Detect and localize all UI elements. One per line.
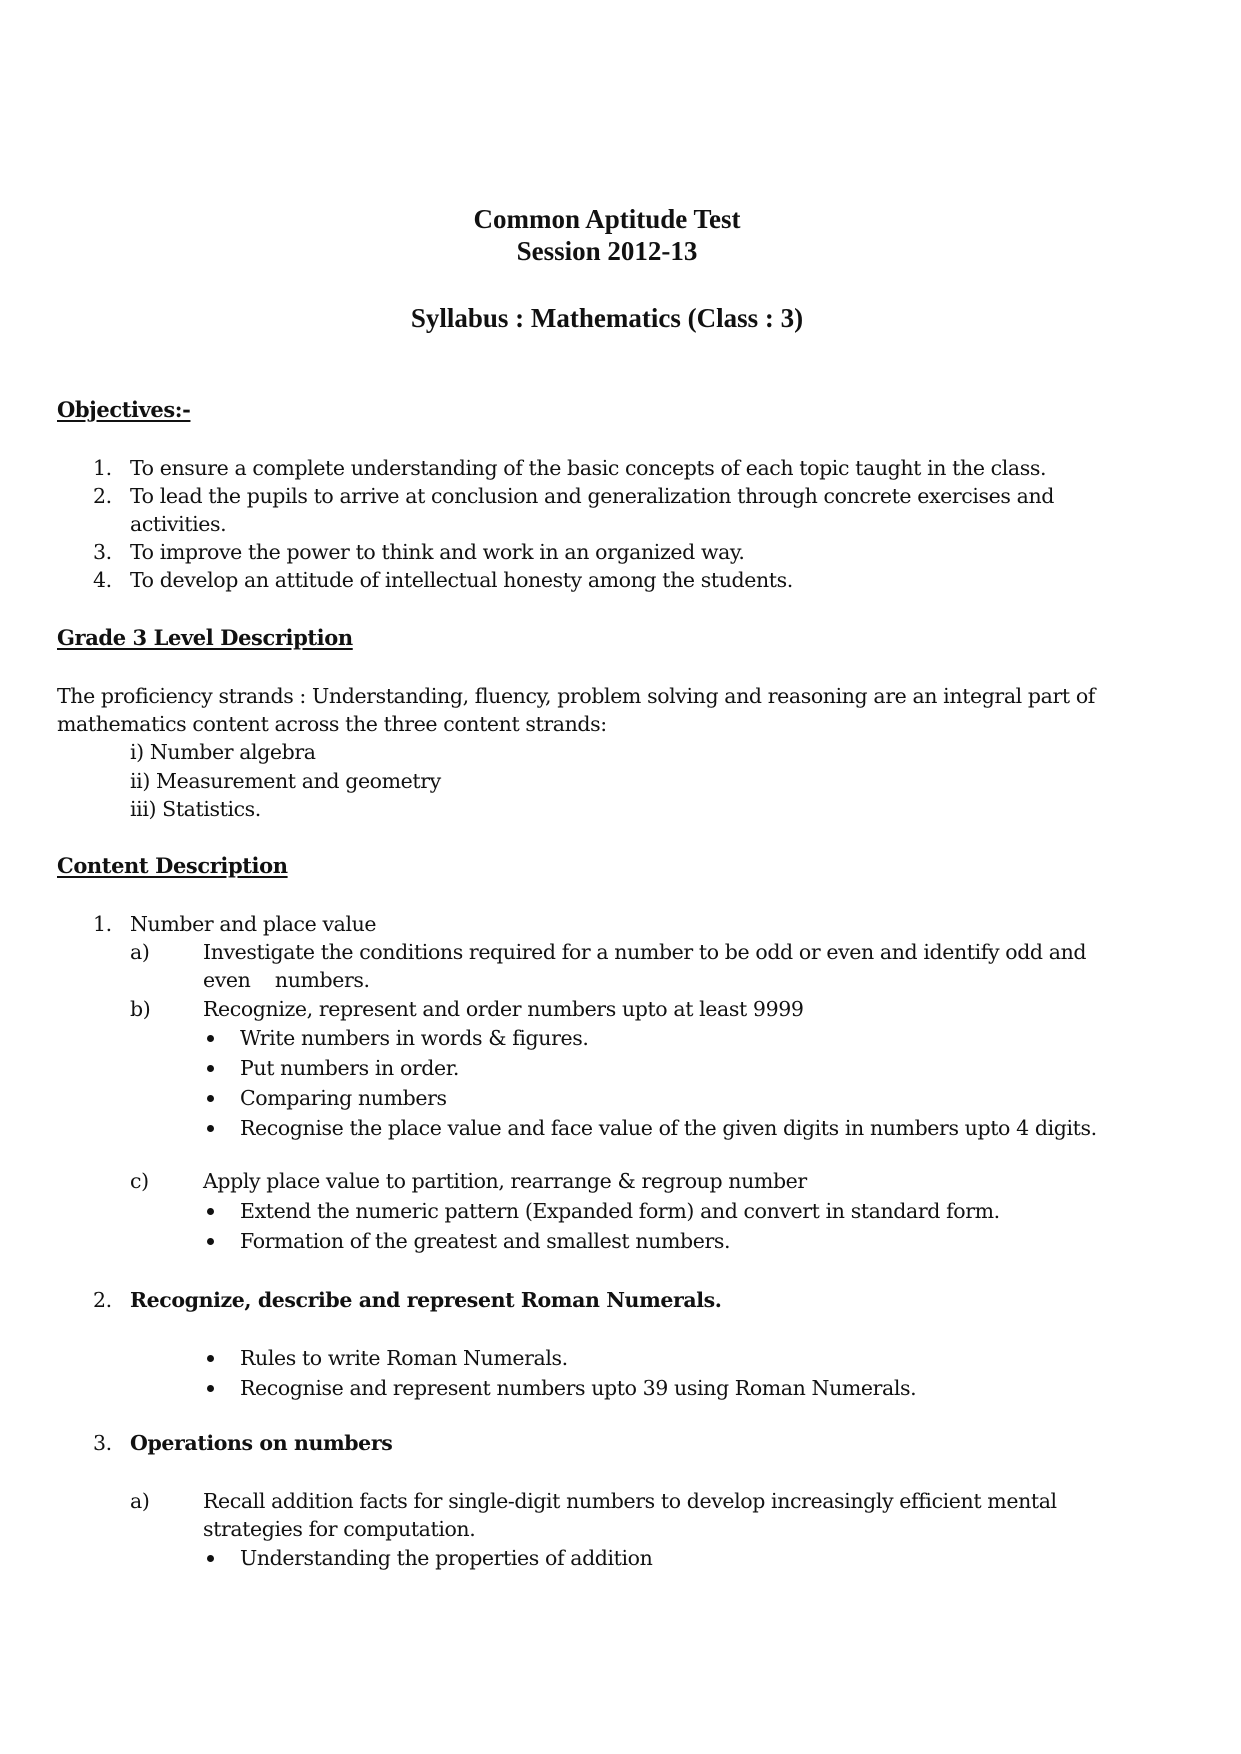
strand-item: ii) Measurement and geometry bbox=[130, 769, 441, 793]
bullet-icon bbox=[207, 1355, 214, 1362]
objective-text: To lead the pupils to arrive at conclusion and generalization through concrete exercises and bbox=[130, 484, 1054, 508]
sub-text-continued: even numbers. bbox=[203, 968, 370, 992]
syllabus-title: Syllabus : Mathematics (Class : 3) bbox=[410, 303, 804, 333]
sub-label: c) bbox=[130, 1169, 149, 1193]
grade-heading: Grade 3 Level Description bbox=[57, 625, 353, 650]
bullet-icon bbox=[207, 1065, 214, 1072]
bullet-text: Formation of the greatest and smallest numbers. bbox=[240, 1229, 731, 1253]
strand-item: i) Number algebra bbox=[130, 740, 316, 764]
sub-label: a) bbox=[130, 1489, 150, 1513]
bullet-text: Extend the numeric pattern (Expanded form) and convert in standard form. bbox=[240, 1199, 1000, 1223]
section-number: 3. bbox=[93, 1431, 112, 1455]
objective-number: 3. bbox=[93, 540, 112, 564]
sub-text: Recognize, represent and order numbers upto at least 9999 bbox=[203, 997, 804, 1021]
objective-number: 2. bbox=[93, 484, 112, 508]
sub-label: a) bbox=[130, 940, 150, 964]
objective-text: To improve the power to think and work in an organized way. bbox=[130, 540, 745, 564]
section-title: Operations on numbers bbox=[130, 1431, 393, 1455]
objectives-heading: Objectives:- bbox=[57, 397, 191, 422]
bullet-icon bbox=[207, 1125, 214, 1132]
objective-text: To ensure a complete understanding of the basic concepts of each topic taught in the class. bbox=[130, 456, 1047, 480]
section-number: 1. bbox=[93, 912, 112, 936]
sub-text: Investigate the conditions required for a number to be odd or even and identify odd and bbox=[203, 940, 1087, 964]
sub-text-continued: strategies for computation. bbox=[203, 1517, 476, 1541]
objective-text-continued: activities. bbox=[130, 512, 227, 536]
bullet-text: Write numbers in words & figures. bbox=[240, 1026, 589, 1050]
bullet-text: Recognise the place value and face value of the given digits in numbers upto 4 digits. bbox=[240, 1116, 1097, 1140]
grade-paragraph-continued: mathematics content across the three content strands: bbox=[57, 712, 607, 736]
sub-text: Apply place value to partition, rearrange & regroup number bbox=[203, 1169, 807, 1193]
bullet-text: Put numbers in order. bbox=[240, 1056, 460, 1080]
content-heading: Content Description bbox=[57, 853, 288, 878]
bullet-icon bbox=[207, 1238, 214, 1245]
objective-number: 4. bbox=[93, 568, 112, 592]
bullet-icon bbox=[207, 1385, 214, 1392]
grade-paragraph: The proficiency strands : Understanding, fluency, problem solving and reasoning are an integral part of bbox=[57, 684, 1095, 708]
bullet-icon bbox=[207, 1208, 214, 1215]
sub-text: Recall addition facts for single-digit numbers to develop increasingly efficient mental bbox=[203, 1489, 1057, 1513]
bullet-text: Recognise and represent numbers upto 39 using Roman Numerals. bbox=[240, 1376, 917, 1400]
bullet-text: Comparing numbers bbox=[240, 1086, 447, 1110]
bullet-text: Rules to write Roman Numerals. bbox=[240, 1346, 568, 1370]
section-title: Number and place value bbox=[130, 912, 377, 936]
objective-text: To develop an attitude of intellectual honesty among the students. bbox=[130, 568, 793, 592]
strand-item: iii) Statistics. bbox=[130, 797, 261, 821]
bullet-text: Understanding the properties of addition bbox=[240, 1546, 653, 1570]
section-number: 2. bbox=[93, 1288, 112, 1312]
bullet-icon bbox=[207, 1555, 214, 1562]
session-label: Session 2012-13 bbox=[516, 236, 698, 266]
objective-number: 1. bbox=[93, 456, 112, 480]
document-title: Common Aptitude Test bbox=[473, 204, 741, 234]
bullet-icon bbox=[207, 1095, 214, 1102]
sub-label: b) bbox=[130, 997, 151, 1021]
section-title: Recognize, describe and represent Roman Numerals. bbox=[130, 1288, 722, 1312]
bullet-icon bbox=[207, 1035, 214, 1042]
